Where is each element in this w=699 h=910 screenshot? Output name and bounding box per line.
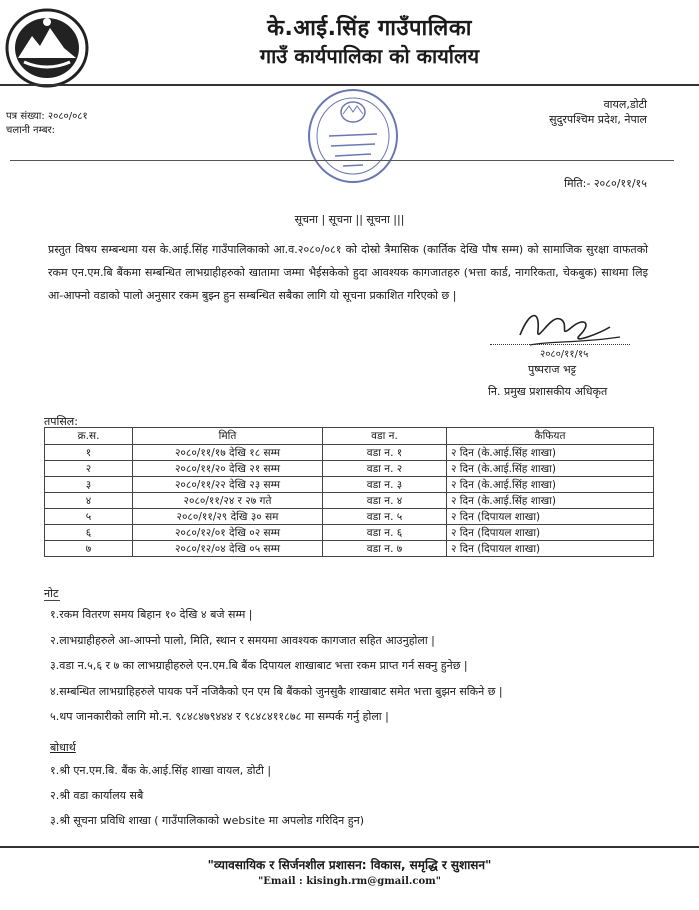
note-item: ३.वडा न.५,६ र ७ का लाभग्राहीहरुले एन.एम.बि बैंक दिपायल शाखाबाट भत्ता रकम प्राप्त गर्न सक्नु हुनेछ | xyxy=(50,659,468,672)
note-item: ४.सम्बन्धित लाभग्राहिहरुले पायक पर्ने नजिकैको एन एम बि बैंकको जुनसुकै शाखाबाट समेत भत्ता बुझन सकिने छ | xyxy=(50,684,503,698)
office-title: के.आई.सिंह गाउँपालिका xyxy=(267,16,472,41)
col-header-ward: वडा न. xyxy=(323,428,447,445)
cell-ward: वडा न. ६ xyxy=(323,525,447,541)
col-header-sn: क्र.स. xyxy=(45,428,133,445)
notes-heading: नोट xyxy=(44,587,59,600)
cell-ward: वडा न. ४ xyxy=(323,493,447,509)
cell-sn: ५ xyxy=(45,509,133,525)
cc-list xyxy=(50,758,364,833)
table-row xyxy=(45,477,654,493)
table-row xyxy=(45,525,654,541)
cell-remarks: २ दिन (दिपायल शाखा) xyxy=(447,509,654,525)
cell-remarks: २ दिन (के.आई.सिंह शाखा) xyxy=(447,477,654,493)
address-block xyxy=(549,97,647,127)
notice-heading: सूचना | सूचना || सूचना ||| xyxy=(294,213,405,226)
cell-date: २०८०/११/२४ र २७ गते xyxy=(133,493,323,509)
cell-remarks: २ दिन (के.आई.सिंह शाखा) xyxy=(447,445,654,461)
cell-date: २०८०/१२/०१ देखि ०२ सम्म xyxy=(133,525,323,541)
table-row xyxy=(45,493,654,509)
note-item: ५.थप जानकारीको लागि मो.न. ९८४८४७९४४४ र ९८४८४११८७८ मा सम्पर्क गर्नु होला | xyxy=(50,710,389,723)
signatory-name: पुष्पराज भट्ट xyxy=(528,363,577,376)
office-stamp xyxy=(305,86,401,188)
cell-sn: ३ xyxy=(45,477,133,493)
ref-number: पत्र संख्या: २०८०/०८१ xyxy=(6,111,88,122)
footer-email: "Email : kisingh.rm@gmail.com" xyxy=(258,876,441,887)
address-line1: वायल,डोटी xyxy=(603,98,647,111)
signatory-title: नि. प्रमुख प्रशासकीय अधिकृत xyxy=(488,385,608,398)
cell-ward: वडा न. १ xyxy=(323,445,447,461)
notes-underline xyxy=(44,600,60,601)
footer-divider xyxy=(0,846,699,848)
table-header-row xyxy=(45,428,654,445)
cc-item: ३.श्री सूचना प्रविधि शाखा ( गाउँपालिकाको website मा अपलोड गरिदिन हुन) xyxy=(50,814,365,827)
table-row xyxy=(45,541,654,557)
cell-date: २०८०/१२/०४ देखि ०५ सम्म xyxy=(133,541,323,557)
cell-date: २०८०/११/२० देखि २१ सम्म xyxy=(133,461,323,477)
note-item: १.रकम वितरण समय बिहान १० देखि ४ बजे सम्म | xyxy=(50,608,253,621)
svg-text:२०८०/११/१५: २०८०/११/१५ xyxy=(540,349,589,360)
header-rule xyxy=(10,160,674,161)
reference-block xyxy=(6,110,88,138)
table-row xyxy=(45,461,654,477)
cell-sn: १ xyxy=(45,445,133,461)
cell-remarks: २ दिन (के.आई.सिंह शाखा) xyxy=(447,493,654,509)
cell-ward: वडा न. ५ xyxy=(323,509,447,525)
cell-remarks: २ दिन (के.आई.सिंह शाखा) xyxy=(447,461,654,477)
cell-date: २०८०/११/२९ देखि ३० सम xyxy=(133,509,323,525)
cc-heading: बोधार्थ xyxy=(50,741,76,754)
cc-item: १.श्री एन.एम.बि. बैंक के.आई.सिंह शाखा वायल, डोटी | xyxy=(50,764,272,777)
cell-remarks: २ दिन (दिपायल शाखा) xyxy=(447,541,654,557)
notes-list xyxy=(50,602,503,730)
col-header-date: मिति xyxy=(133,428,323,445)
signature-mark xyxy=(480,305,635,360)
cell-ward: वडा न. ७ xyxy=(323,541,447,557)
cell-sn: २ xyxy=(45,461,133,477)
schedule-label: तपसिल: xyxy=(44,415,78,428)
footer-motto: "व्यावसायिक र सिर्जनशील प्रशासन: विकास, समृद्धि र सुशासन" xyxy=(207,858,492,872)
cell-date: २०८०/११/१७ देखि १८ सम्म xyxy=(133,445,323,461)
cell-ward: वडा न. ३ xyxy=(323,477,447,493)
office-subtitle: गाउँ कार्यपालिका को कार्यालय xyxy=(259,44,480,68)
cell-sn: ६ xyxy=(45,525,133,541)
cell-ward: वडा न. २ xyxy=(323,461,447,477)
cell-remarks: २ दिन (दिपायल शाखा) xyxy=(447,525,654,541)
cell-sn: ७ xyxy=(45,541,133,557)
notice-body: प्रस्तुत विषय सम्बन्धमा यस के.आई.सिंह गाउँपालिकाको आ.व.२०८०/०८१ को दोस्रो त्रैमासिक (कार्तिक देखि पौष सम्म) को सामाजिक सुरक्षा वाफतको रकम एन.एम.बि बैंकमा सम्बन्धित लाभग्राहीहरुको खातामा जम्मा भैईसकेको हुदा आवश्यक कागजातहरु (भत्ता कार्ड, नागरिकता, चेकबुक) साथमा लिइ आ-आफ्नो वडाको पालो अनुसार रकम बुझ्न हुन सम्बन्धित सबैका लागि यो सूचना प्रकाशित गरिएको छ | xyxy=(48,243,648,302)
cell-sn: ४ xyxy=(45,493,133,509)
table-row xyxy=(45,445,654,461)
note-item: २.लाभग्राहीहरुले आ-आफ्नो पालो, मिति, स्थान र समयमा आवश्यक कागजात सहित आउनुहोला | xyxy=(50,633,435,647)
cell-date: २०८०/११/२२ देखि २३ सम्म xyxy=(133,477,323,493)
notice-date: मिति:- २०८०/११/१५ xyxy=(564,177,647,190)
table-row xyxy=(45,509,654,525)
cc-item: २.श्री वडा कार्यालय सबै xyxy=(50,789,144,802)
col-header-remarks: कैफियत xyxy=(447,428,654,445)
address-line2: सुदुरपश्चिम प्रदेश, नेपाल xyxy=(549,113,647,126)
signature-line xyxy=(490,344,630,345)
schedule-table xyxy=(44,427,654,557)
dispatch-number: चलानी नम्बर: xyxy=(6,125,56,136)
